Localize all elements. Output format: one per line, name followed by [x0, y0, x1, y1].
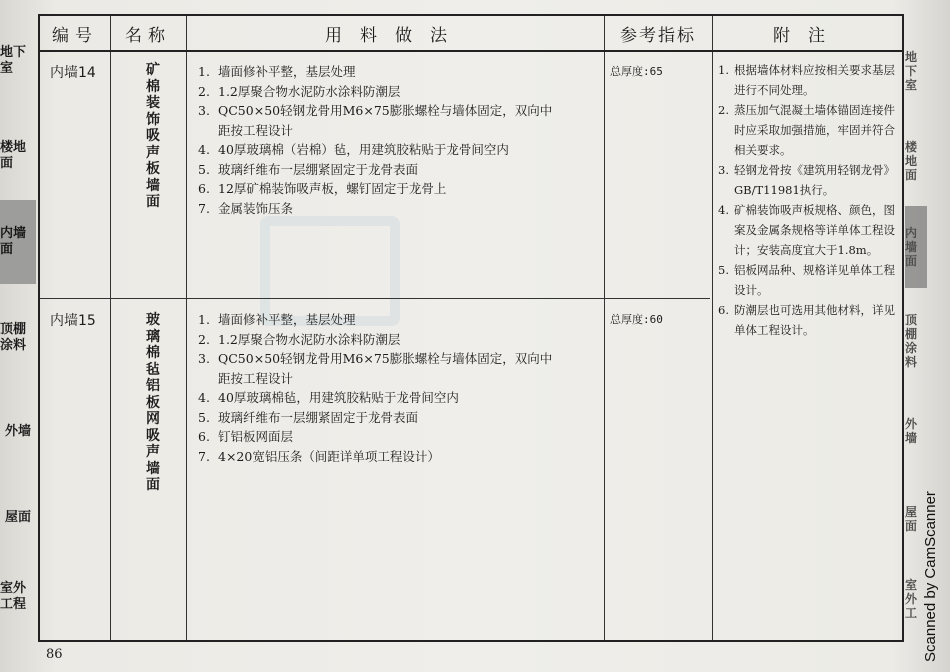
step-text: 1.2厚聚合物水泥防水涂料防潮层	[218, 83, 401, 99]
step-number: 7.	[198, 448, 210, 464]
note-item	[718, 200, 898, 260]
row-name: 矿棉装饰吸声板墙面	[146, 62, 160, 210]
step-text: QC50×50轻钢龙骨用M6×75膨胀螺栓与墙体固定，双向中距按工程设计	[218, 351, 553, 386]
header-notes: 附注	[773, 25, 843, 46]
step-number: 5.	[198, 161, 210, 177]
step-number: 3.	[198, 351, 210, 366]
header-divider	[40, 50, 902, 52]
step-item	[198, 330, 558, 350]
tab-ceiling-paint[interactable]	[0, 288, 36, 388]
tab-label: 外墙	[4, 424, 31, 439]
note-number: 1.	[718, 63, 729, 77]
row-code: 内墙14	[50, 65, 96, 81]
step-item	[198, 349, 558, 388]
row-steps	[198, 310, 558, 466]
step-number: 2.	[198, 83, 210, 99]
tab-label: 室外工程	[0, 581, 27, 612]
col-divider	[604, 16, 605, 640]
step-text: 12厚矿棉装饰吸声板，螺钉固定于龙骨上	[218, 181, 447, 196]
row-metric: 总厚度:65	[610, 65, 663, 78]
step-item	[198, 140, 558, 160]
step-item	[198, 179, 558, 199]
step-item	[198, 310, 558, 330]
right-tab-exterior-wall	[905, 396, 927, 466]
step-item	[198, 62, 558, 82]
tab-roof[interactable]	[0, 478, 36, 558]
note-item	[718, 300, 898, 340]
right-tab-label: 地下室	[905, 50, 918, 92]
step-number: 4.	[198, 142, 210, 157]
step-number: 3.	[198, 103, 210, 118]
tab-floor[interactable]	[0, 116, 36, 196]
scan-watermark: Scanned by CamScanner	[922, 491, 939, 662]
step-text: 金属装饰压条	[218, 200, 294, 216]
right-tab-label: 内墙面	[905, 226, 918, 268]
step-number: 6.	[198, 181, 210, 196]
step-text: 40厚玻璃棉（岩棉）毡，用建筑胶粘贴于龙骨间空内	[218, 142, 509, 157]
note-text: 蒸压加气混凝土墙体锚固连接件时应采取加强措施，牢固并符合相关要求。	[734, 103, 895, 157]
row-code: 内墙15	[50, 313, 96, 329]
step-number: 4.	[198, 390, 210, 405]
right-tab-floor	[905, 121, 927, 201]
row-name: 玻璃棉毡铝板网吸声墙面	[146, 312, 160, 493]
row-metric: 总厚度:60	[610, 313, 663, 326]
notes-list	[718, 60, 898, 340]
step-text: 墙面修补平整，基层处理	[218, 312, 356, 327]
page-number: 86	[46, 647, 63, 662]
tab-label: 内墙面	[0, 226, 27, 257]
note-item	[718, 260, 898, 300]
right-tab-label: 室外工	[905, 578, 918, 620]
step-item	[198, 82, 558, 102]
right-tab-basement	[905, 36, 927, 106]
step-text: 玻璃纤维布一层绷紧固定于龙骨表面	[218, 409, 419, 425]
step-item	[198, 388, 558, 408]
note-number: 5.	[718, 263, 729, 277]
tab-basement[interactable]	[0, 26, 36, 96]
right-tab-label: 屋面	[905, 505, 918, 533]
right-tab-label: 外墙	[905, 417, 918, 445]
note-text: 矿棉装饰吸声板规格、颜色，图案及金属条规格等详单体工程设计；安装高度宜大于1.8m。	[734, 203, 895, 257]
right-tab-label: 楼地面	[905, 140, 918, 182]
step-text: 墙面修补平整，基层处理	[218, 64, 356, 79]
step-number: 6.	[198, 429, 210, 444]
note-item	[718, 100, 898, 160]
note-text: 防潮层也可选用其他材料，详见单体工程设计。	[734, 303, 895, 337]
note-item	[718, 60, 898, 100]
tab-outdoor-works[interactable]	[0, 562, 36, 632]
row-divider	[40, 298, 710, 299]
note-number: 3.	[718, 163, 729, 177]
step-text: 1.2厚聚合物水泥防水涂料防潮层	[218, 331, 401, 347]
step-text: 40厚玻璃棉毡，用建筑胶粘贴于龙骨间空内	[218, 390, 459, 405]
step-text: 4×20宽铝压条（间距详单项工程设计）	[218, 448, 440, 464]
step-text: 钉铝板网面层	[218, 429, 294, 444]
header-name: 名称	[125, 25, 171, 46]
note-text: 轻钢龙骨按《建筑用轻钢龙骨》GB/T11981执行。	[734, 163, 895, 197]
step-number: 7.	[198, 200, 210, 216]
left-section-tabs	[0, 16, 36, 636]
step-number: 2.	[198, 331, 210, 347]
right-tab-label: 顶棚涂料	[905, 313, 918, 369]
header-code: 编号	[52, 25, 98, 46]
tab-label: 楼地面	[0, 140, 27, 171]
step-item	[198, 199, 558, 219]
step-text: 玻璃纤维布一层绷紧固定于龙骨表面	[218, 161, 419, 177]
construction-spec-table	[38, 14, 904, 642]
tab-exterior-wall[interactable]	[0, 390, 36, 474]
header-method: 用料做法	[325, 25, 465, 46]
step-number: 1.	[198, 64, 210, 79]
step-item	[198, 160, 558, 180]
header-metric: 参考指标	[620, 25, 696, 46]
col-divider	[110, 16, 111, 640]
right-tab-interior-wall	[905, 206, 927, 288]
tab-interior-wall[interactable]	[0, 200, 36, 284]
note-text: 根据墙体材料应按相关要求基层进行不同处理。	[734, 63, 895, 97]
step-number: 1.	[198, 312, 210, 327]
note-number: 2.	[718, 103, 729, 117]
note-number: 4.	[718, 203, 729, 217]
note-number: 6.	[718, 303, 729, 317]
tab-label: 顶棚涂料	[0, 322, 27, 353]
step-item	[198, 447, 558, 467]
tab-label: 屋面	[4, 510, 31, 525]
step-text: QC50×50轻钢龙骨用M6×75膨胀螺栓与墙体固定，双向中距按工程设计	[218, 103, 553, 138]
tab-label: 地下室	[0, 45, 27, 76]
step-item	[198, 427, 558, 447]
step-number: 5.	[198, 409, 210, 425]
col-divider	[186, 16, 187, 640]
right-tab-ceiling-paint	[905, 296, 927, 386]
col-divider	[712, 16, 713, 640]
note-text: 铝板网品种、规格详见单体工程设计。	[734, 263, 895, 297]
step-item	[198, 101, 558, 140]
step-item	[198, 408, 558, 428]
note-item	[718, 160, 898, 200]
row-steps	[198, 62, 558, 218]
